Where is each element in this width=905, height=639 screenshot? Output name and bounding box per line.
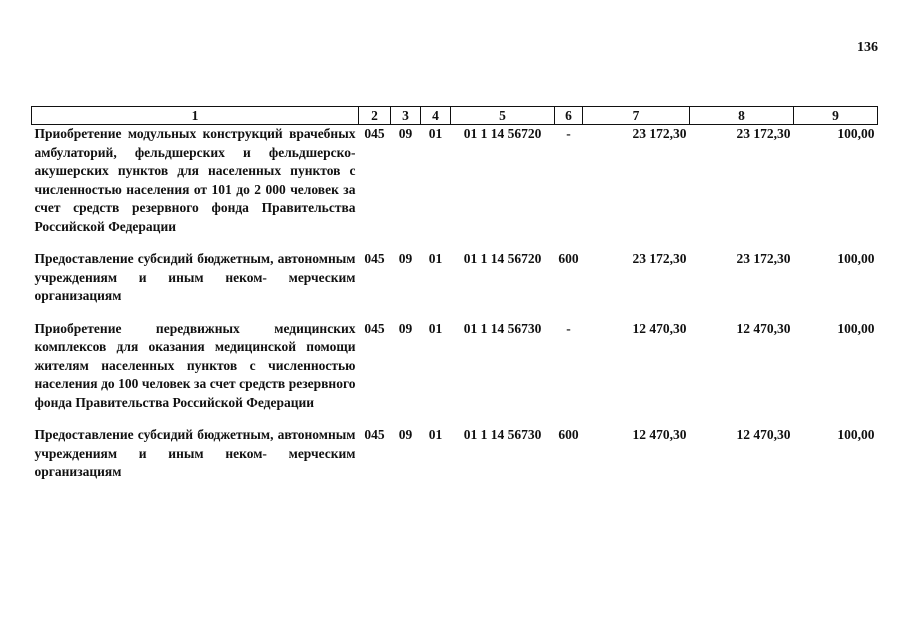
row-spacer	[32, 306, 878, 320]
cell-col9: 100,00	[837, 126, 875, 141]
row-name: Предоставление субсидий бюджетным, автономным учреждениям и иным неком- мерческим организациям	[34, 251, 356, 303]
cell-section: 09	[398, 126, 413, 141]
cell-target-article: 01 1 14 56730	[463, 427, 542, 442]
header-cell-9: 9	[794, 107, 878, 125]
page-number: 136	[857, 40, 878, 55]
cell-col9: 100,00	[837, 251, 875, 266]
cell-section: 09	[398, 427, 413, 442]
cell-col7: 12 470,30	[632, 427, 687, 442]
table-row	[32, 125, 878, 237]
cell-expense-type: -	[566, 320, 571, 336]
row-name: Предоставление субсидий бюджетным, автономным учреждениям и иным неком- мерческим организациям	[34, 427, 356, 479]
cell-col9: 100,00	[837, 427, 875, 442]
cell-col8: 23 172,30	[736, 251, 791, 266]
cell-expense-type: -	[566, 126, 571, 141]
cell-section: 09	[398, 251, 413, 266]
cell-col7: 23 172,30	[632, 126, 687, 141]
row-name: Приобретение передвижных медицинских комплексов для оказания медицинской помощи жителям населенных пунктов с численностью населения до 100 человек за счет средств резервного фонда Правительства Российской Федерации	[34, 320, 356, 410]
cell-ministry-code: 045	[364, 251, 385, 266]
table-row	[32, 250, 878, 306]
cell-section: 09	[398, 320, 413, 336]
table-row	[32, 320, 878, 413]
cell-subsection: 01	[428, 320, 443, 336]
header-cell-8: 8	[690, 107, 794, 125]
cell-subsection: 01	[428, 427, 443, 442]
cell-ministry-code: 045	[364, 427, 385, 442]
cell-subsection: 01	[428, 251, 443, 266]
cell-ministry-code: 045	[364, 320, 385, 336]
budget-table	[31, 106, 878, 482]
cell-col8: 12 470,30	[736, 427, 791, 442]
cell-ministry-code: 045	[364, 126, 385, 141]
header-cell-3: 3	[391, 107, 421, 125]
cell-target-article: 01 1 14 56720	[463, 251, 542, 266]
header-cell-5: 5	[451, 107, 555, 125]
table-row	[32, 426, 878, 482]
header-cell-6: 6	[555, 107, 583, 125]
cell-col8: 12 470,30	[736, 320, 791, 336]
cell-col8: 23 172,30	[736, 126, 791, 141]
cell-col7: 23 172,30	[632, 251, 687, 266]
header-cell-2: 2	[359, 107, 391, 125]
header-cell-1: 1	[32, 107, 359, 125]
row-spacer	[32, 236, 878, 250]
cell-col7: 12 470,30	[632, 320, 687, 336]
cell-target-article: 01 1 14 56730	[463, 320, 542, 336]
cell-subsection: 01	[428, 126, 443, 141]
cell-col9: 100,00	[837, 320, 875, 336]
header-cell-4: 4	[421, 107, 451, 125]
cell-expense-type: 600	[558, 427, 579, 442]
header-row	[32, 107, 878, 125]
row-name: Приобретение модульных конструкций врачебных амбулаторий, фельдшерских и фельдшерско-акушерских пунктов для населенных пунктов с численностью населения от 101 до 2 000 человек за счет средств резервного фонда Правительства Российской Федерации	[34, 126, 356, 234]
cell-target-article: 01 1 14 56720	[463, 126, 542, 141]
header-cell-7: 7	[583, 107, 690, 125]
row-spacer	[32, 412, 878, 426]
cell-expense-type: 600	[558, 251, 579, 266]
